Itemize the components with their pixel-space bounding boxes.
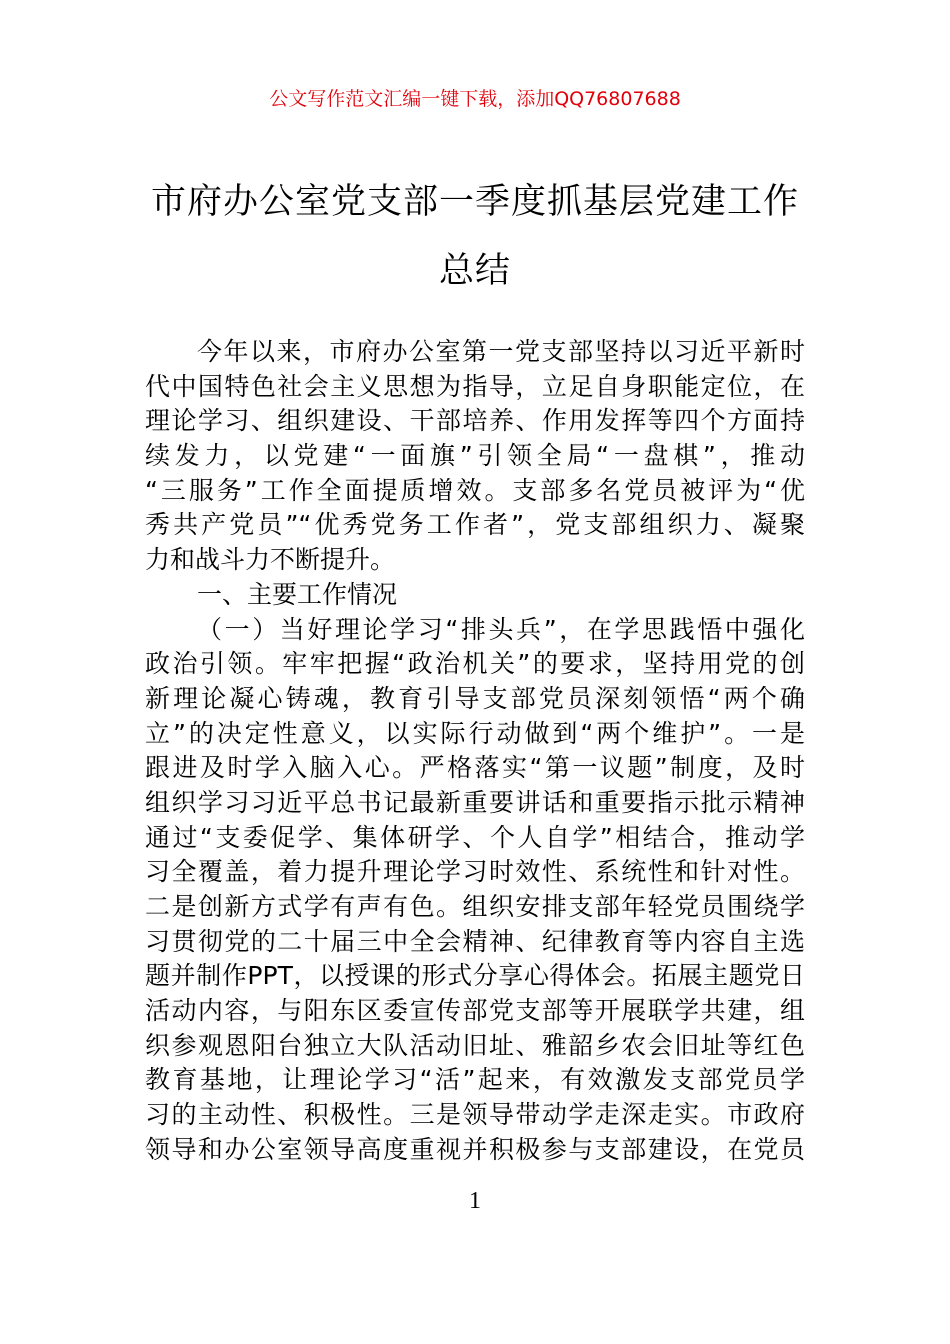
text-line: 续发力，以党建“一面旗”引领全局“一盘棋”，推动 (145, 441, 805, 471)
text-line: 跟进及时学入脑入心。严格落实“第一议题”制度，及时 (145, 753, 805, 783)
download-watermark: 公文写作范文汇编一键下载，添加QQ76807688 (269, 88, 681, 110)
text-line: 政治引领。牢牢把握“政治机关”的要求，坚持用党的创 (145, 649, 805, 679)
page-number: 1 (469, 1188, 481, 1214)
text-line: 通过“支委促学、集体研学、个人自学”相结合，推动学 (145, 822, 805, 852)
text-line: 力和战斗力不断提升。 (145, 545, 396, 575)
text-line: 组织学习习近平总书记最新重要讲话和重要指示批示精神 (145, 787, 805, 817)
intro-paragraph (145, 335, 805, 578)
document-title-line-1: 市府办公室党支部一季度抓基层党建工作 (150, 182, 799, 222)
text-line: 立”的决定性意义，以实际行动做到“两个维护”。一是 (145, 718, 805, 748)
document-title-line-2: 总结 (438, 251, 511, 291)
text-line: 习的主动性、积极性。三是领导带动学走深走实。市政府 (145, 1100, 805, 1130)
text-line: （一）当好理论学习“排头兵”，在学思践悟中强化 (197, 614, 805, 644)
text-line: 新理论凝心铸魂，教育引导支部党员深刻领悟“两个确 (145, 683, 805, 713)
text-line: 今年以来，市府办公室第一党支部坚持以习近平新时 (197, 337, 805, 366)
text-line: 理论学习、组织建设、干部培养、作用发挥等四个方面持 (145, 406, 805, 436)
section-heading: 一、主要工作情况 (197, 579, 398, 609)
text-line: 习贯彻党的二十届三中全会精神、纪律教育等内容自主选 (145, 926, 805, 956)
section-paragraph (145, 613, 805, 1168)
text-line: 教育基地，让理论学习“活”起来，有效激发支部党员学 (145, 1065, 805, 1095)
text-line: 领导和办公室领导高度重视并积极参与支部建设，在党员 (145, 1134, 805, 1164)
text-line: “三服务”工作全面提质增效。支部多名党员被评为“优 (145, 475, 805, 505)
text-line: 题并制作PPT，以授课的形式分享心得体会。拓展主题党日 (145, 961, 805, 991)
text-line: 代中国特色社会主义思想为指导，立足自身职能定位，在 (145, 371, 805, 401)
document-body (145, 335, 805, 1168)
text-line: 习全覆盖，着力提升理论学习时效性、系统性和针对性。 (145, 857, 805, 887)
text-line: 二是创新方式学有声有色。组织安排支部年轻党员围绕学 (145, 892, 805, 921)
text-line: 织参观恩阳台独立大队活动旧址、雅韶乡农会旧址等红色 (145, 1030, 805, 1060)
text-line: 秀共产党员”“优秀党务工作者”，党支部组织力、凝聚 (145, 510, 805, 540)
text-line: 活动内容，与阳东区委宣传部党支部等开展联学共建，组 (145, 996, 805, 1026)
